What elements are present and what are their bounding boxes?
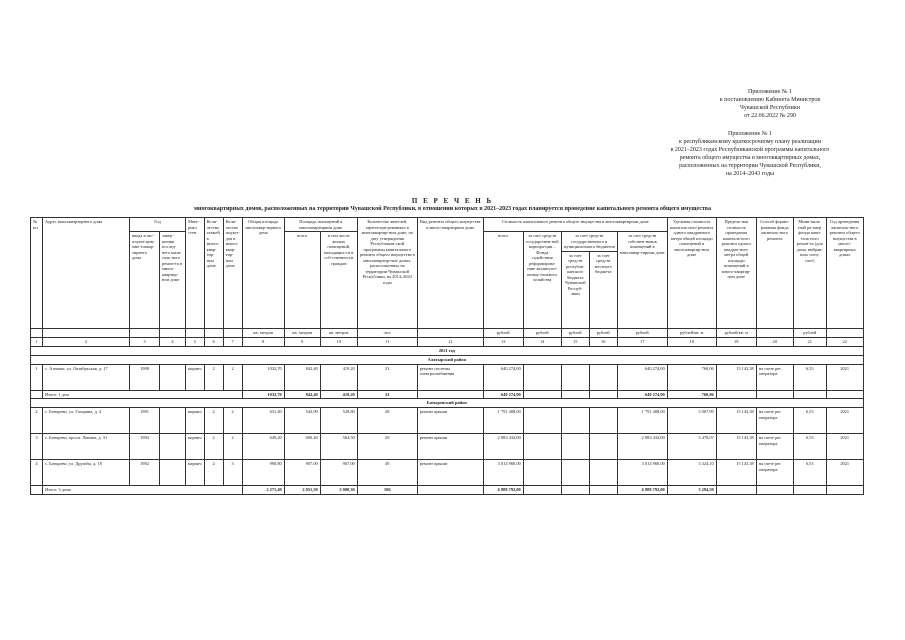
unit-cell (31, 328, 43, 337)
cell-floors: 2 (204, 408, 223, 434)
cell-empty (589, 408, 617, 434)
cell-cost-total: 1 791 408,00 (483, 408, 523, 434)
cell-cost-total: 640 274,00 (483, 364, 523, 390)
unit-cell: кв. метров (284, 328, 320, 337)
cell-residents: 28 (357, 408, 417, 434)
total-premises-total: 2 051,30 (284, 486, 320, 495)
cell-empty (523, 390, 561, 399)
cell-residents: 29 (357, 434, 417, 460)
district-name: Алатырский район (31, 355, 864, 364)
unit-cell: чел. (357, 328, 417, 337)
column-number: 17 (617, 337, 667, 346)
appendix-top-block (670, 88, 870, 120)
cell-year-built: 1988 (130, 364, 160, 390)
total-unit-cost: 3 294,50 (667, 486, 716, 495)
unit-cell: кв. метров (320, 328, 357, 337)
cell-empty (756, 486, 793, 495)
cell-total-area: 990,80 (242, 460, 284, 486)
total-unit-cost: 760,06 (667, 390, 716, 399)
table-row (31, 364, 864, 390)
unit-cell: рублей (617, 328, 667, 337)
cell-total-area: 631,40 (242, 408, 284, 434)
cell-empty (523, 408, 561, 434)
district-row (31, 355, 864, 364)
cell-repair: ремонт крыши (417, 434, 483, 460)
cell-no: 2 (31, 408, 43, 434)
total-residents: 106 (357, 486, 417, 495)
total-cost-total: 6 889 792,00 (483, 486, 523, 495)
total-cost-owners: 6 889 792,00 (617, 486, 667, 495)
register-table (30, 217, 864, 495)
column-number: 1 (31, 337, 43, 346)
appendix-line: к республиканскому краткосрочному плану реализации (679, 139, 821, 145)
cell-min-fee: 6,53 (793, 364, 826, 390)
header-row-1 (31, 218, 864, 232)
cell-empty (561, 408, 589, 434)
cell-no: 1 (31, 364, 43, 390)
total-residents: 33 (357, 390, 417, 399)
hdr-entrances: Коли-чество подъез-дов в много-квар-тир-ном доме (223, 218, 242, 329)
cell-premises-total: 907,00 (284, 460, 320, 486)
cell-material: кирпич (186, 434, 205, 460)
hdr-cost-total: всего (483, 232, 523, 329)
cell-floors: 2 (204, 460, 223, 486)
hdr-cost-rep: за счет средств республи-канского бюджета Чувашской Респуб-лики (561, 251, 589, 328)
cell-empty (716, 486, 756, 495)
cell-limit-cost: 15 143,38 (716, 434, 756, 460)
appendix-second-block (600, 130, 900, 178)
hdr-unit-cost: Удельная стоимость капиталь-ного ремонта одного квадратного метра общей площади помещений в многоквартир-ном доме (667, 218, 716, 329)
unit-cell (417, 328, 483, 337)
appendix-line: в 2021–2023 годах Республиканской программы капитального (670, 147, 830, 153)
cell-repair: ремонт системы электроснабжения (417, 364, 483, 390)
appendix-line: Приложение № 1 (728, 131, 772, 137)
cell-cost-owners: 2 083 432,00 (617, 434, 667, 460)
cell-address: с. Батырево, просп. Ленина, д. 31 (43, 434, 130, 460)
units-row (31, 328, 864, 337)
total-total-area: 1032,70 (242, 390, 284, 399)
unit-cell (223, 328, 242, 337)
unit-cell (160, 328, 186, 337)
unit-cell (204, 328, 223, 337)
cell-empty (589, 390, 617, 399)
cell-empty (561, 364, 589, 390)
cell-year-built: 1984 (130, 434, 160, 460)
cell-empty (793, 486, 826, 495)
unit-cell (756, 328, 793, 337)
cell-premises-res: 907,00 (320, 460, 357, 486)
cell-premises-total: 543,90 (284, 408, 320, 434)
column-number: 14 (523, 337, 561, 346)
cell-year-last (160, 434, 186, 460)
appendix-line: от 22.06.2022 № 290 (744, 113, 796, 119)
cell-floors: 2 (204, 364, 223, 390)
column-number: 7 (223, 337, 242, 346)
column-number: 22 (826, 337, 863, 346)
cell-total-area: 649,20 (242, 434, 284, 460)
cell-min-fee: 6,53 (793, 434, 826, 460)
column-number: 13 (483, 337, 523, 346)
hdr-cost-gov: за счет средств государственного и муниципального бюджетов (561, 232, 617, 252)
cell-cost-total: 2 083 432,00 (483, 434, 523, 460)
column-number: 19 (716, 337, 756, 346)
column-number: 9 (284, 337, 320, 346)
district-row (31, 399, 864, 408)
cell-entrances: 2 (223, 434, 242, 460)
cell-entrances: 2 (223, 408, 242, 434)
cell-empty (561, 486, 589, 495)
cell-min-fee: 6,53 (793, 408, 826, 434)
cell-empty (561, 434, 589, 460)
total-total-area: 2 271,40 (242, 486, 284, 495)
hdr-cost-fund: за счет средств государствен-ной корпора-ции – Фонда содействия реформирова-нию жилищ-но-комму-нального хозяйства (523, 232, 561, 329)
cell-plan-year: 2021 (826, 460, 863, 486)
cell-premises-total: 600,40 (284, 434, 320, 460)
cell-residents: 33 (357, 364, 417, 390)
cell-residents: 49 (357, 460, 417, 486)
hdr-year: Год (130, 218, 186, 232)
cell-empty (589, 364, 617, 390)
unit-cell (130, 328, 160, 337)
cell-repair: ремонт крыши (417, 460, 483, 486)
hdr-repair-type: Вид ремонта общего имущества в много-квартирном доме (417, 218, 483, 329)
column-number: 3 (130, 337, 160, 346)
cell-empty (589, 434, 617, 460)
hdr-min-fee: Мини-маль-ный ра-змер фонда капи-таль-ного ремон-та (для дома, выбрав-ших спец-счет) (793, 218, 826, 329)
total-premises-res: 2 000,30 (320, 486, 357, 495)
hdr-fund-method: Способ форми-рования фонда капиталь-ного ремонта (756, 218, 793, 329)
cell-method: на счете рег. оператора (756, 364, 793, 390)
table-row (31, 408, 864, 434)
cell-premises-total: 842,40 (284, 364, 320, 390)
cell-year-last (160, 408, 186, 434)
cell-empty (716, 390, 756, 399)
column-number: 11 (357, 337, 417, 346)
unit-cell (43, 328, 130, 337)
cell-empty (826, 390, 863, 399)
hdr-material: Мате-риал стен (186, 218, 205, 329)
document-subtitle: многоквартирных домов, расположенных на территории Чувашской Республики, в отношении которых в 2021–2023 годах планируется проведение капитального ремонта общего имущества (193, 206, 712, 212)
cell-address: с. Алнаши, ул. Октябрьская, д. 17 (43, 364, 130, 390)
total-premises-res: 419,20 (320, 390, 357, 399)
column-number: 18 (667, 337, 716, 346)
cell-cost-owners: 640 274,00 (617, 364, 667, 390)
hdr-year-last: завер-шения послед-него капи-таль-ного ремон-та в много-квартир-ном доме (160, 232, 186, 329)
unit-cell (186, 328, 205, 337)
cell-address: с. Батырево, ул. Гагарина, д. 4 (43, 408, 130, 434)
hdr-cost-owners: за счет средств собствен-ников помещений в многоквар-тирном доме (617, 232, 667, 329)
hdr-limit-cost: Предель-ная стоимость проведения капиталь-ного ремонта одного квадрат-ного метра общей площади помещений в много-квартир-ном доме (716, 218, 756, 329)
hdr-address: Адрес многоквартирного дома (43, 218, 130, 329)
cell-cost-owners: 3 014 960,00 (617, 460, 667, 486)
cell-empty (523, 486, 561, 495)
cell-limit-cost: 15 143,38 (716, 460, 756, 486)
column-number: 15 (561, 337, 589, 346)
column-number: 12 (417, 337, 483, 346)
appendix-line: Чувашской Республики (739, 105, 801, 111)
column-number: 8 (242, 337, 284, 346)
hdr-premises-res: в том числе жилых помещений, находящих-ся в соб-ственности граждан (320, 232, 357, 329)
cell-empty (31, 390, 43, 399)
cell-unit-cost: 760,06 (667, 364, 716, 390)
cell-total-area: 1032,70 (242, 364, 284, 390)
total-row (31, 486, 864, 495)
column-numbers-row (31, 337, 864, 346)
unit-cell: рублей (561, 328, 589, 337)
cell-plan-year: 2021 (826, 408, 863, 434)
cell-cost-total: 3 014 960,00 (483, 460, 523, 486)
cell-method: на счете рег. оператора (756, 460, 793, 486)
total-row (31, 390, 864, 399)
hdr-cost-local: за счет средств местного бюджета (589, 251, 617, 328)
cell-address: с. Батырево, ул. Дружбы, д. 18 (43, 460, 130, 486)
appendix-line: Приложение № 1 (748, 89, 792, 95)
table-row (31, 434, 864, 460)
cell-entrances: 2 (223, 364, 242, 390)
cell-year-last (160, 364, 186, 390)
total-label: Итого: 3 дома (43, 486, 243, 495)
cell-method: на счете рег. оператора (756, 434, 793, 460)
unit-cell: рублей/кв. м (667, 328, 716, 337)
cell-no: 4 (31, 460, 43, 486)
unit-cell: рублей (589, 328, 617, 337)
cell-empty (523, 364, 561, 390)
cell-no: 3 (31, 434, 43, 460)
cell-empty (561, 390, 589, 399)
cell-empty (417, 390, 483, 399)
cell-plan-year: 2021 (826, 364, 863, 390)
unit-cell: кв. метров (242, 328, 284, 337)
cell-year-last (160, 460, 186, 486)
cell-empty (561, 460, 589, 486)
cell-method: на счете рег. оператора (756, 408, 793, 434)
appendix-line: на 2014–2043 годы (725, 171, 775, 177)
column-number: 21 (793, 337, 826, 346)
cell-limit-cost: 15 143,38 (716, 408, 756, 434)
unit-cell (826, 328, 863, 337)
table-row (31, 460, 864, 486)
document-title: П Е Р Е Ч Е Н Ь (411, 197, 494, 205)
cell-limit-cost: 15 143,38 (716, 364, 756, 390)
cell-entrances: 3 (223, 460, 242, 486)
cell-material: кирпич (186, 364, 205, 390)
cell-cost-owners: 1 791 408,00 (617, 408, 667, 434)
column-number: 10 (320, 337, 357, 346)
hdr-year-built: ввода в экс-плуата-цию мно-гоквар-тирного дома (130, 232, 160, 329)
hdr-plan-year: Год проведения капиталь-ного ремонта общего имущества в много-квартирных домах (826, 218, 863, 329)
cell-empty (793, 390, 826, 399)
total-label: Итого: 1 дом (43, 390, 243, 399)
column-number: 5 (186, 337, 205, 346)
unit-cell: рублей (793, 328, 826, 337)
hdr-no: № пп (31, 218, 43, 329)
appendix-line: расположенных на территории Чувашской Республики, (679, 163, 821, 169)
unit-cell: рублей/кв. м (716, 328, 756, 337)
cell-min-fee: 6,53 (793, 460, 826, 486)
column-number: 20 (756, 337, 793, 346)
column-number: 4 (160, 337, 186, 346)
cell-empty (523, 460, 561, 486)
cell-empty (31, 486, 43, 495)
cell-unit-cost: 3 470,07 (667, 434, 716, 460)
column-number: 16 (589, 337, 617, 346)
hdr-premises-area: Площадь помещений в многоквартирном доме (284, 218, 357, 232)
cell-empty (589, 486, 617, 495)
district-name: Батыревский район (31, 399, 864, 408)
cell-premises-res: 564,50 (320, 434, 357, 460)
cell-premises-res: 528,80 (320, 408, 357, 434)
unit-cell: рублей (523, 328, 561, 337)
appendix-line: ремонта общего имущества в многоквартирных домах, (679, 155, 821, 161)
column-number: 6 (204, 337, 223, 346)
cell-unit-cost: 3 067,99 (667, 408, 716, 434)
cell-plan-year: 2021 (826, 434, 863, 460)
total-cost-owners: 640 274,00 (617, 390, 667, 399)
hdr-residents: Количество жителей, зарегистри-рованных в многоквартир-ном доме, на дату утверждения Республикан-ской программы капитального ремонта общего имущества в многоквартир-ных домах, расположенных на территории Чувашской Республики, на 2014–2043 годы (357, 218, 417, 329)
cell-year-built: 1982 (130, 460, 160, 486)
column-number: 2 (43, 337, 130, 346)
hdr-total-area: Общая площадь многоквар-тирного дома (242, 218, 284, 329)
cell-empty (826, 486, 863, 495)
cell-year-built: 1981 (130, 408, 160, 434)
cell-unit-cost: 3 324,10 (667, 460, 716, 486)
cell-empty (589, 460, 617, 486)
cell-floors: 2 (204, 434, 223, 460)
cell-empty (523, 434, 561, 460)
total-cost-total: 640 274,00 (483, 390, 523, 399)
hdr-premises-total: всего (284, 232, 320, 329)
cell-empty (756, 390, 793, 399)
hdr-cost-group: Стоимость капитального ремонта общего имущества в многоквартирном доме (483, 218, 667, 232)
unit-cell: рублей (483, 328, 523, 337)
cell-repair: ремонт крыши (417, 408, 483, 434)
cell-material: кирпич (186, 460, 205, 486)
year-row (31, 346, 864, 355)
cell-material: кирпич (186, 408, 205, 434)
appendix-line: к постановлению Кабинета Министров (719, 97, 821, 103)
total-premises-total: 842,40 (284, 390, 320, 399)
hdr-floors: Коли-чество этажей в много-квар-тир-ном доме (204, 218, 223, 329)
cell-empty (417, 486, 483, 495)
cell-premises-res: 419,20 (320, 364, 357, 390)
year-label: 2021 год (31, 346, 864, 355)
